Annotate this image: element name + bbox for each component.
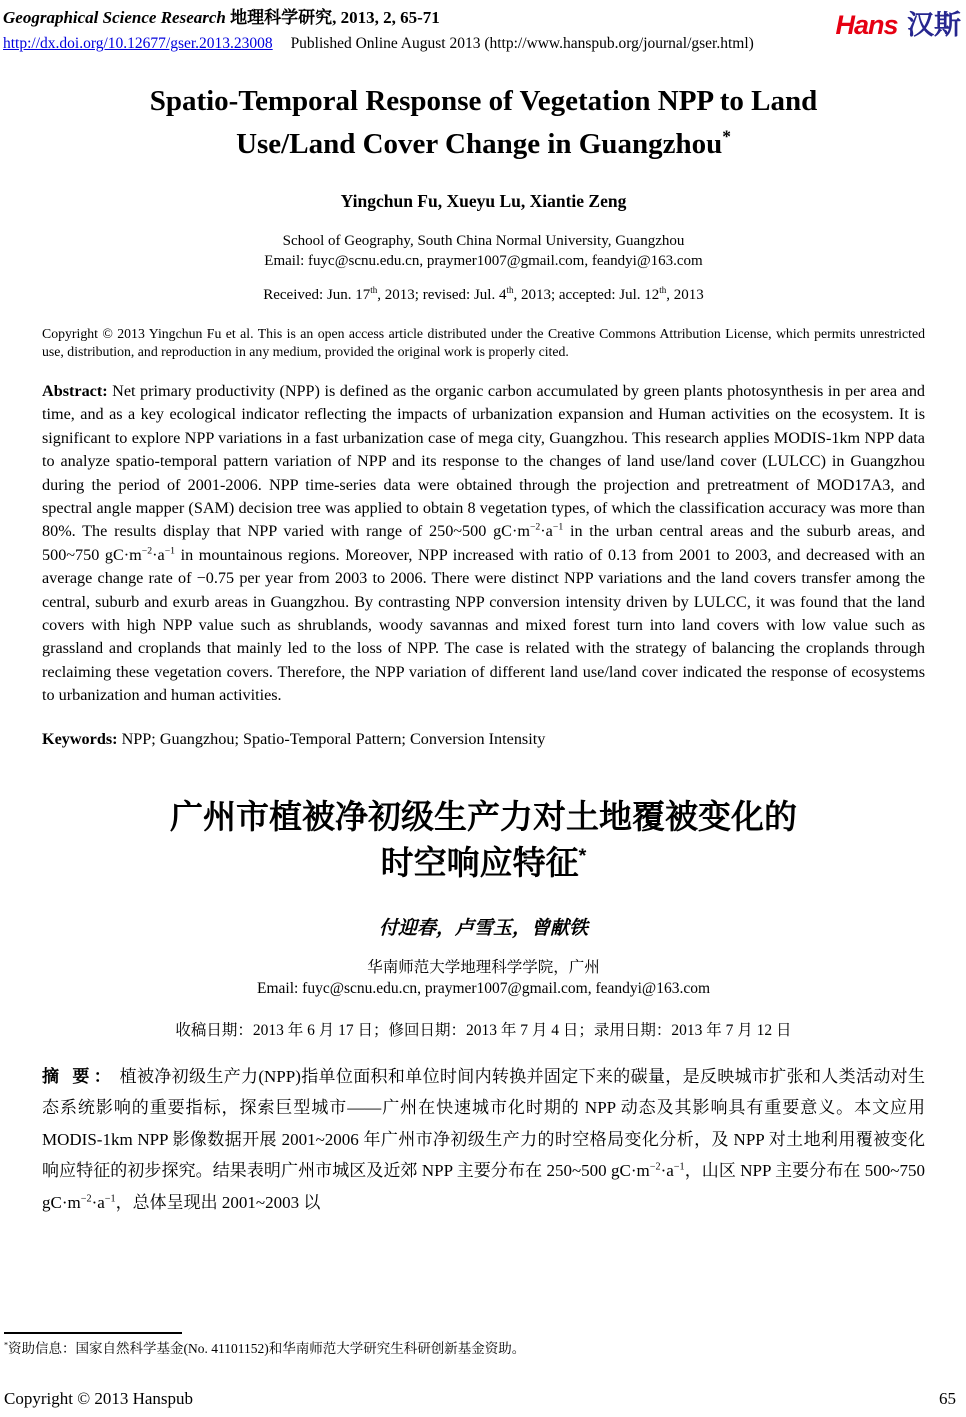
abstract-paragraph bbox=[42, 380, 925, 708]
footnote-divider bbox=[4, 1332, 182, 1334]
article-body bbox=[42, 80, 925, 1218]
chinese-dates-line: 收稿日期：2013 年 6 月 17 日；修回日期：2013 年 7 月 4 日；录用日期：2013 年 7 月 12 日 bbox=[175, 1021, 792, 1039]
footer-copyright: Copyright © 2013 Hanspub bbox=[4, 1389, 194, 1408]
chinese-affiliation: 华南师范大学地理科学学院，广州 bbox=[367, 958, 600, 976]
hans-logo-text: Hans bbox=[835, 10, 898, 40]
chinese-email-line: Email: fuyc@scnu.edu.cn, praymer1007@gmail.com, feandyi@163.com bbox=[256, 979, 711, 997]
keywords-line bbox=[42, 730, 925, 749]
chinese-abstract-paragraph bbox=[42, 1061, 925, 1219]
affiliation: School of Geography, South China Normal University, Guangzhou bbox=[282, 233, 685, 249]
funding-footnote bbox=[4, 1332, 934, 1357]
email-line: Email: fuyc@scnu.edu.cn, praymer1007@gmail.com, feandyi@163.com bbox=[264, 253, 703, 269]
page-number: 65 bbox=[939, 1389, 956, 1408]
affiliation-block bbox=[42, 231, 925, 271]
article-title bbox=[42, 80, 925, 166]
footnote-text: *资助信息：国家自然科学基金(No. 41101152)和华南师范大学研究生科研创新基金资助。 bbox=[4, 1340, 526, 1356]
journal-header bbox=[3, 3, 963, 53]
journal-issue-info: 地理科学研究, 2013, 2, 65-71 bbox=[230, 8, 440, 27]
doi-line bbox=[3, 35, 963, 53]
title-asterisk: * bbox=[722, 126, 731, 147]
license-text: Copyright © 2013 Yingchun Fu et al. This is an open access article distributed under the Creative Commons Attribution License, which permits unrestricted use, distribution, and reproduction in any medium, provided the original work is properly cited. bbox=[42, 326, 925, 359]
chinese-title-asterisk: * bbox=[578, 844, 587, 867]
chinese-affiliation-block bbox=[42, 957, 925, 999]
journal-name: Geographical Science Research bbox=[3, 8, 226, 27]
authors-line: Yingchun Fu, Xueyu Lu, Xiantie Zeng bbox=[340, 191, 627, 211]
chinese-authors-line: 付迎春，卢雪玉，曾献铁 bbox=[378, 917, 588, 939]
page-footer bbox=[4, 1389, 956, 1409]
doi-link[interactable]: http://dx.doi.org/10.12677/gser.2013.23008 bbox=[3, 35, 273, 52]
hans-logo-chinese: 汉斯 bbox=[907, 10, 961, 40]
chinese-title-line1: 广州市植被净初级生产力对土地覆被变化的 bbox=[170, 797, 797, 835]
journal-title-line bbox=[3, 3, 963, 28]
keywords-label: Keywords: bbox=[42, 729, 118, 748]
abstract-text: Net primary productivity (NPP) is defined as the organic carbon accumulated by green plants photosynthesis in per area and time, and as a key ecological indicator reflecting the impacts of urbanization expansion and Human activities on the ecosystem. It is significant to explore NPP variations in a fast urbanization case of mega city, Guangzhou. This research applies MODIS-1km NPP data to analyze spatio-temporal pattern variation of NPP and its response to the changes of land use/land cover (LULCC) in Guangzhou during the period of 2001-2006. NPP time-series data were obtained through the projection and pretreatment of MOD17A3, and spectral angle mapper (SAM) decision tree was applied to obtain 8 vegetation types, of which the classification accuracy was more than 80%. The results display that NPP varied with range of 250~500 $gC\cdot m^{-2}\cdot a^{-1}$ in the urban central areas and the suburb areas, and 500~750 $gC\cdot m^{-2}\cdot a^{-1}$ in mountainous regions. Moreover, NPP increased with ratio of 0.13 from 2001 to 2003, and decreased with an average change rate of −0.75 per year from 2003 to 2006. There were distinct NPP variations and the land covers transfer among the central, suburb and exurb areas in Guangzhou. By contrasting NPP conversion intensity driven by LULCC, it was found that the land covers with high NPP value such as shrublands, woody savannas and mixed forest turn into land covers with low value such as grassland and croplands that mainly led to the loss of NPP. The case is related with the strategy of balancing the croplands through reclaiming these vegetation covers. Therefore, the NPP variation of different land use/land cover indicated the response of ecosystems to urbanization and human activities. bbox=[42, 382, 926, 705]
received-line: Received: Jun. 17th, 2013; revised: Jul. 4th, 2013; accepted: Jul. 12th, 2013 bbox=[263, 285, 704, 303]
hanspub-logo bbox=[835, 3, 961, 42]
chinese-abstract-label: 摘 要： bbox=[42, 1066, 116, 1086]
keywords-text: NPP; Guangzhou; Spatio-Temporal Pattern; Conversion Intensity bbox=[121, 729, 546, 748]
abstract-label: Abstract: bbox=[42, 382, 108, 400]
article-title-line1: Spatio-Temporal Response of Vegetation NPP to Land bbox=[149, 85, 818, 117]
chinese-abstract-text: 植被净初级生产力(NPP)指单位面积和单位时间内转换并固定下来的碳量，是反映城市扩张和人类活动对生态系统影响的重要指标，探索巨型城市——广州在快速城市化时期的 NPP 动态及其影响具有重要意义。本文应用 MODIS-1km NPP 影像数据开展 2001~2006 年广州市净初级生产力的时空格局变化分析，及 NPP 对土地利用覆被变化响应特征的初步探究。结果表明广州市城区及近郊 NPP 主要分布在 250~500 $gC\cdot m^{-2}\cdot a^{-1}$，山区 NPP 主要分布在 500~750 $gC\cdot m^{-2}\cdot a^{-1}$，总体呈现出 2001~2003 以 bbox=[42, 1066, 925, 1212]
chinese-title bbox=[42, 794, 925, 886]
published-info: Published Online August 2013 (http://www.hanspub.org/journal/gser.html) bbox=[290, 35, 754, 52]
article-title-line2: Use/Land Cover Change in Guangzhou bbox=[236, 128, 723, 160]
chinese-title-line2: 时空响应特征 bbox=[380, 843, 579, 881]
